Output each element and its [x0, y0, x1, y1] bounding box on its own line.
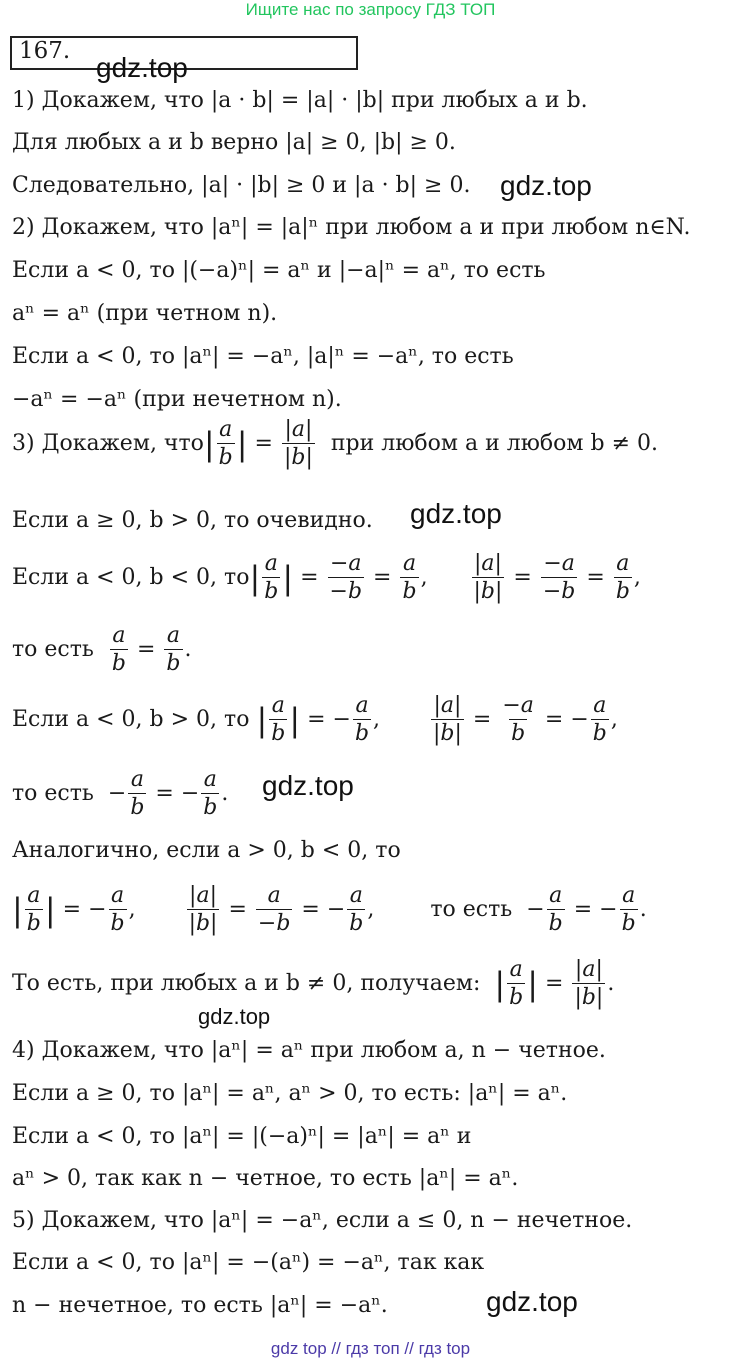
fraction	[547, 884, 565, 935]
fraction	[201, 768, 219, 819]
text-line-19: Если a ≥ 0, то |aⁿ| = aⁿ, aⁿ > 0, то есть: |aⁿ| = aⁿ.	[12, 1081, 568, 1106]
text-line-1: 1) Докажем, что |a · b| = |a| · |b| при любых a и b.	[12, 88, 588, 113]
denominator: −b	[329, 579, 363, 605]
fraction	[256, 884, 293, 935]
denominator: b	[354, 721, 370, 747]
numerator: |a|	[189, 883, 217, 908]
text-line-2: Для любых a и b верно |a| ≥ 0, |b| ≥ 0.	[12, 130, 456, 155]
footer-links[interactable]: gdz top // гдз топ // гдз top	[270, 1339, 471, 1358]
text-line-8: −aⁿ = −aⁿ (при нечетном n).	[12, 387, 342, 412]
text-line-16: | $\frac{a}{b}$ | = − $\frac{a}{b}$ , $\frac{|a|}{|b|}$ = $\frac{a}{-b}$ = − $\frac{a}{b}$ , то есть − $\frac{a}{b}$ = − $\frac{a}{b}$ .	[12, 883, 647, 937]
numerator: a	[593, 693, 607, 718]
text-line-23: Если a < 0, то |aⁿ| = −(aⁿ) = −aⁿ, так как	[12, 1250, 485, 1275]
text-line-13: Если a < 0, b > 0, то | $\frac{a}{b}$ | = − $\frac{a}{b}$ , $\frac{|a|}{|b|}$ = $\frac{-a}{b}$ = − $\frac{a}{b}$ ,	[12, 693, 618, 747]
numerator: a	[130, 767, 144, 792]
denominator: |b|	[433, 721, 462, 747]
fraction	[109, 884, 127, 935]
fraction	[187, 884, 220, 935]
text-line-11: Если a < 0, b < 0, то | $\frac{a}{b}$ | = $\frac{-a}{-b}$ = $\frac{a}{b}$ , $\frac{|a|}{|b|}$ = $\frac{-a}{-b}$ = $\frac{a}{b}$ ,	[12, 551, 641, 605]
numerator: a	[549, 883, 563, 908]
abs-bar: |	[282, 558, 294, 597]
watermark: gdz.top	[500, 170, 592, 201]
denominator: b	[130, 795, 145, 821]
numerator: a	[203, 767, 217, 792]
line-13-lead: Если a < 0, b > 0, то	[12, 707, 250, 733]
text-line-4: 2) Докажем, что |aⁿ| = |a|ⁿ при любом a и при любом n∈N.	[12, 215, 691, 240]
numerator: a	[271, 693, 285, 718]
denominator: |b|	[188, 911, 218, 937]
text-line-3: Следовательно, |a| · |b| ≥ 0 и |a · b| ≥ 0.	[12, 173, 471, 198]
abs-bar: |	[44, 890, 56, 929]
denominator: b	[111, 651, 126, 677]
numerator: a	[509, 957, 523, 982]
line-16-tail: то есть	[430, 897, 513, 923]
fraction	[25, 884, 43, 935]
denominator: −b	[542, 579, 576, 605]
line-17-lead: То есть, при любых a и b ≠ 0, получаем:	[12, 971, 481, 997]
fraction	[431, 694, 464, 745]
text-line-7: Если a < 0, то |aⁿ| = −aⁿ, |a|ⁿ = −aⁿ, то есть	[12, 344, 514, 369]
line-12-lead: то есть	[12, 637, 94, 663]
denominator: b	[166, 651, 181, 677]
abs-bar: |	[203, 424, 215, 463]
denominator: |b|	[283, 445, 313, 471]
fraction	[269, 694, 287, 745]
fraction	[217, 418, 235, 469]
text-line-10: Если a ≥ 0, b > 0, то очевидно.	[12, 508, 373, 533]
fraction	[347, 884, 365, 935]
text-line-12: то есть $\frac{a}{b}$ = $\frac{a}{b}$ .	[12, 623, 192, 677]
denominator: b	[511, 721, 526, 747]
watermark: gdz.top	[410, 498, 502, 529]
watermark: gdz.top	[96, 52, 188, 83]
denominator: b	[548, 911, 563, 937]
problem-number: 167.	[19, 38, 71, 64]
denominator: b	[349, 911, 364, 937]
denominator: b	[264, 579, 279, 605]
watermark: gdz.top	[198, 1004, 271, 1029]
fraction	[110, 624, 128, 675]
fraction	[507, 958, 525, 1009]
watermark: gdz.top	[486, 1286, 578, 1317]
denominator: |b|	[574, 985, 604, 1011]
numerator: |a|	[574, 957, 603, 982]
text-line-5: Если a < 0, то |(−a)ⁿ| = aⁿ и |−a|ⁿ = aⁿ, то есть	[12, 258, 546, 283]
numerator: |a|	[433, 693, 462, 718]
fraction	[541, 552, 578, 603]
denominator: b	[592, 721, 607, 747]
line-11-lead: Если a < 0, b < 0, то	[12, 565, 250, 591]
numerator: a	[111, 883, 125, 908]
denominator: b	[218, 445, 233, 471]
denominator: b	[509, 985, 524, 1011]
fraction	[572, 958, 605, 1009]
abs-bar: |	[12, 890, 23, 929]
line-9-lead: 3) Докажем, что	[12, 431, 204, 457]
denominator: b	[621, 911, 636, 937]
fraction	[353, 694, 371, 745]
denominator: |b|	[473, 579, 503, 605]
text-line-15: Аналогично, если a > 0, b < 0, то	[12, 838, 401, 863]
denominator: b	[203, 795, 218, 821]
fraction	[400, 552, 418, 603]
abs-bar: |	[289, 700, 301, 739]
fraction	[164, 624, 182, 675]
line-14-lead: то есть	[12, 781, 94, 807]
numerator: a	[402, 551, 417, 576]
numerator: a	[219, 417, 233, 442]
abs-bar: |	[527, 964, 539, 1003]
denominator: b	[615, 579, 630, 605]
numerator: |a|	[474, 551, 502, 576]
fraction	[328, 552, 365, 603]
abs-bar: |	[256, 700, 268, 739]
text-line-17: То есть, при любых a и b ≠ 0, получаем: | $\frac{a}{b}$ | = $\frac{|a|}{|b|}$ .	[12, 957, 615, 1011]
numerator: a	[616, 551, 630, 576]
text-line-22: 5) Докажем, что |aⁿ| = −aⁿ, если a ≤ 0, n − нечетное.	[12, 1208, 633, 1233]
fraction	[262, 552, 280, 603]
denominator: b	[26, 911, 41, 937]
text-line-14: то есть − $\frac{a}{b}$ = − $\frac{a}{b}$ .	[12, 767, 229, 821]
numerator: a	[355, 693, 369, 718]
numerator: a	[622, 883, 636, 908]
numerator: −a	[543, 551, 575, 576]
denominator: b	[110, 911, 125, 937]
fraction	[591, 694, 609, 745]
line-9-tail: при любом a и любом b ≠ 0.	[330, 431, 659, 457]
text-line-9: 3) Докажем, что | $\frac{a}{b}$ | = $\frac{|a|}{|b|}$ при любом a и любом b ≠ 0.	[12, 417, 659, 471]
numerator: a	[27, 883, 41, 908]
fraction	[620, 884, 638, 935]
numerator: |a|	[284, 417, 313, 442]
denominator: b	[271, 721, 286, 747]
text-line-20: Если a < 0, то |aⁿ| = |(−a)ⁿ| = |aⁿ| = aⁿ и	[12, 1124, 472, 1149]
abs-bar: |	[249, 558, 261, 597]
top-banner[interactable]: Ищите нас по запросу ГДЗ ТОП	[245, 0, 496, 19]
abs-bar: |	[236, 424, 248, 463]
fraction	[282, 418, 315, 469]
numerator: −a	[502, 693, 534, 718]
fraction	[614, 552, 632, 603]
numerator: a	[112, 623, 126, 648]
text-line-6: aⁿ = aⁿ (при четном n).	[12, 301, 278, 326]
numerator: a	[267, 883, 281, 908]
abs-bar: |	[494, 964, 506, 1003]
denominator: −b	[257, 911, 291, 937]
text-line-24: n − нечетное, то есть |aⁿ| = −aⁿ.	[12, 1293, 388, 1318]
denominator: b	[402, 579, 417, 605]
watermark: gdz.top	[262, 770, 354, 801]
text-line-21: aⁿ > 0, так как n − четное, то есть |aⁿ| = aⁿ.	[12, 1166, 519, 1191]
numerator: a	[166, 623, 181, 648]
fraction	[128, 768, 146, 819]
fraction	[500, 694, 536, 745]
numerator: a	[349, 883, 363, 908]
fraction	[472, 552, 505, 603]
text-line-18: 4) Докажем, что |aⁿ| = aⁿ при любом a, n − четное.	[12, 1038, 606, 1063]
numerator: −a	[330, 551, 362, 576]
numerator: a	[264, 551, 278, 576]
